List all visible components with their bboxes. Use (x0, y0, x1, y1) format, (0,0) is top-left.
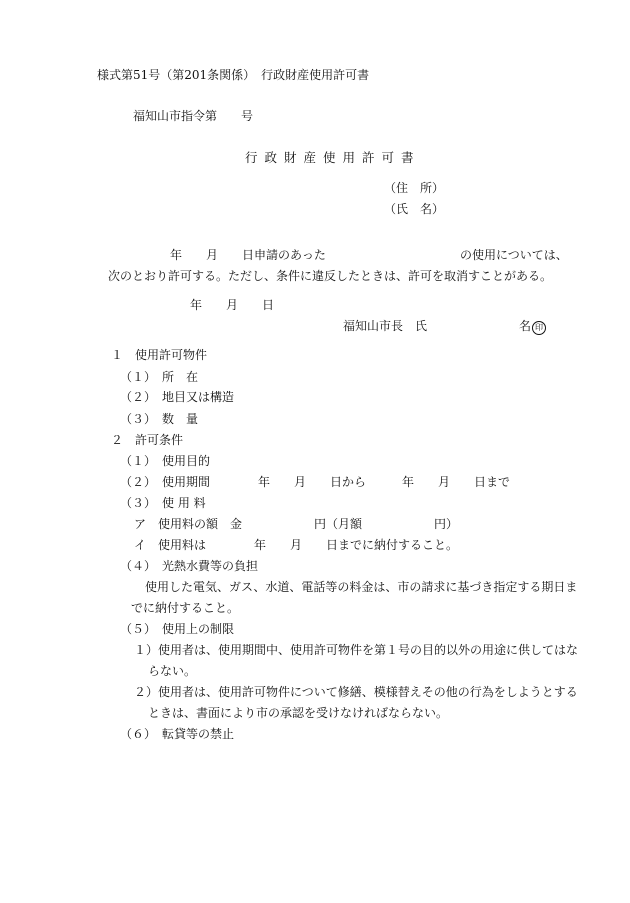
issue-date: 年 月 日 (190, 298, 275, 312)
condition-utility-text-2: でに納付すること。 (131, 601, 240, 615)
section1-heading: １ 使用許可物件 (111, 348, 208, 362)
intro-use-phrase: の使用については、 (460, 248, 568, 262)
condition-utility-heading: （４） 光熱水費等の負担 (120, 559, 259, 573)
issuer-title: 福知山市長 氏 (343, 319, 428, 333)
reference-number: 福知山市指令第 号 (133, 109, 254, 123)
condition-utility-text-1: 使用した電気、ガス、水道、電話等の料金は、市の請求に基づき指定する期日ま (145, 580, 578, 594)
condition-fee-deadline: イ 使用料は 年 月 日までに納付すること。 (134, 538, 459, 552)
condition-sublease-heading: （６） 転貸等の禁止 (120, 727, 235, 741)
condition-period: （２） 使用期間 年 月 日から 年 月 日まで (120, 475, 511, 489)
name-label: （氏 名） (384, 202, 445, 216)
restriction-1-line-2: らない。 (148, 664, 197, 678)
restriction-1-line-1: １）使用者は、使用期間中、使用許可物件を第１号の目的以外の用途に供してはな (134, 643, 579, 657)
address-label: （住 所） (384, 181, 445, 195)
seal-mark-icon: 印 (532, 321, 546, 335)
issuer-name-suffix: 名 印 (519, 318, 546, 335)
form-header: 様式第51号（第201条関係） 行政財産使用許可書 (97, 68, 370, 82)
document-title: 行政財産使用許可書 (245, 150, 421, 165)
restriction-2-line-1: ２）使用者は、使用許可物件について修繕、模様替えその他の行為をしようとする (134, 685, 578, 699)
condition-fee-heading: （３） 使 用 料 (120, 496, 206, 510)
condition-purpose: （１） 使用目的 (120, 454, 211, 468)
intro-permission-text: 次のとおり許可する。ただし、条件に違反したときは、許可を取消すことがある。 (108, 269, 553, 283)
section1-item-location: （１） 所 在 (120, 370, 199, 384)
condition-fee-amount: ア 使用料の額 金 円（月額 円） (134, 517, 459, 531)
restriction-2-line-2: ときは、書面により市の承認を受けなければならない。 (148, 706, 449, 720)
condition-restriction-heading: （５） 使用上の制限 (120, 622, 235, 636)
intro-date-phrase: 年 月 日申請のあった (170, 248, 326, 262)
section1-item-structure: （２） 地目又は構造 (120, 390, 235, 404)
section2-heading: ２ 許可条件 (111, 433, 184, 447)
section1-item-quantity: （３） 数 量 (120, 412, 199, 426)
